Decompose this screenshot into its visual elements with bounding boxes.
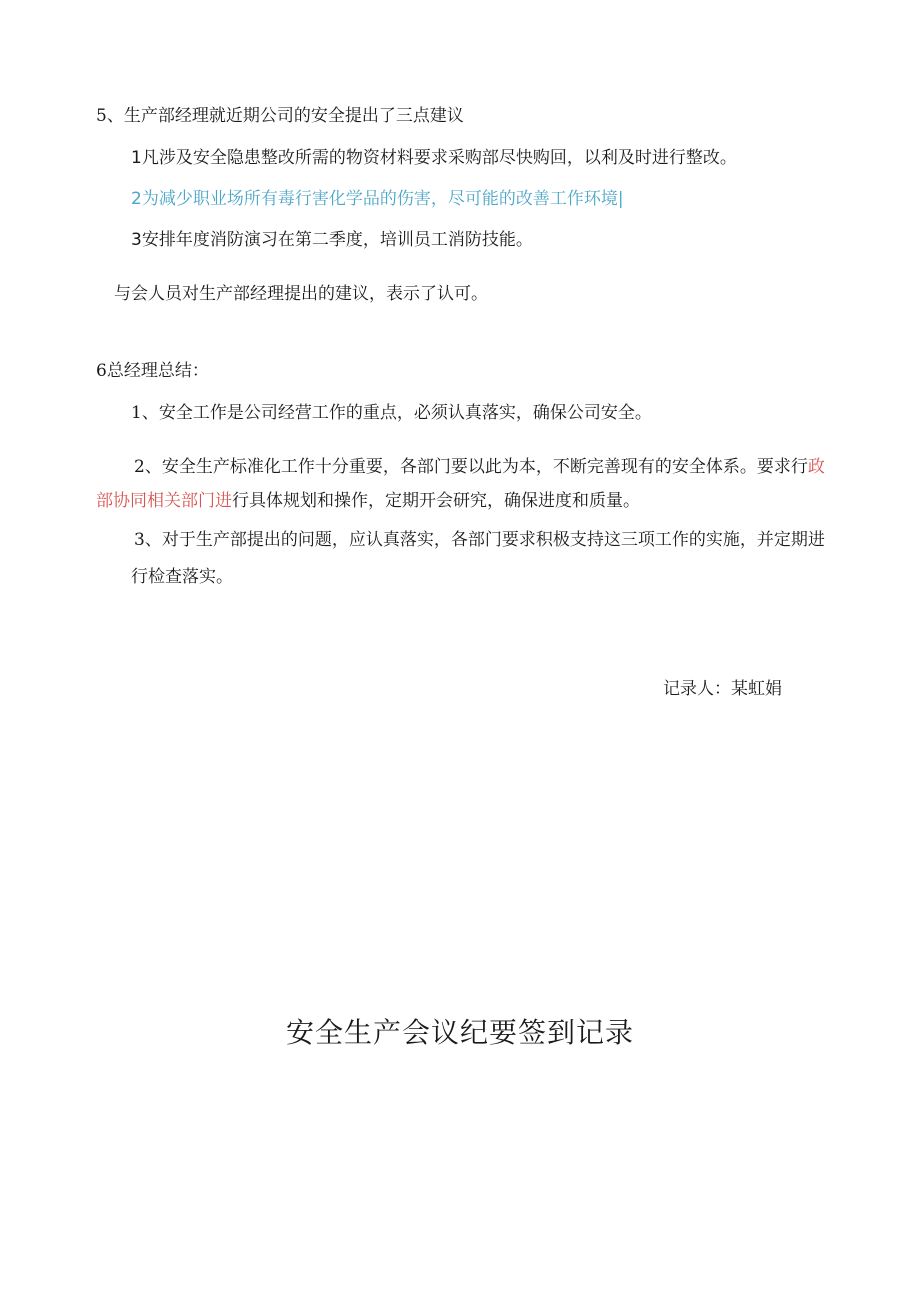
recorder-signature: 记录人：某虹娟 bbox=[663, 679, 782, 699]
summary-point-2-line-1 bbox=[134, 456, 825, 478]
summary-point-1: 1、安全工作是公司经营工作的重点，必须认真落实，确保公司安全。 bbox=[131, 403, 652, 423]
summary-point-2-line-2-highlight: 部协同相关部门进 bbox=[96, 491, 232, 511]
section-5-heading: 5、生产部经理就近期公司的安全提出了三点建议 bbox=[96, 106, 464, 126]
summary-point-2-line-2-text: 行具体规划和操作，定期开会研究，确保进度和质量。 bbox=[232, 491, 640, 511]
summary-point-3-line-2: 行检查落实。 bbox=[131, 567, 233, 587]
suggestion-3-number: 3 bbox=[131, 230, 142, 250]
suggestion-2-text: 为减少职业场所有毒行害化学品的伤害，尽可能的改善工作环境| bbox=[141, 189, 624, 209]
summary-point-3-line-1: 3、对于生产部提出的问题，应认真落实，各部门要求积极支持这三项工作的实施，并定期进 bbox=[134, 530, 825, 550]
suggestion-2-number: 2 bbox=[131, 189, 142, 209]
suggestion-3 bbox=[131, 229, 533, 251]
summary-point-2-line-2 bbox=[96, 490, 640, 512]
signin-record-title: 安全生产会议纪要签到记录 bbox=[285, 1016, 634, 1049]
suggestion-2 bbox=[131, 188, 624, 210]
summary-point-2-line-1-text: 2、安全生产标准化工作十分重要，各部门要以此为本，不断完善现有的安全体系。要求行 bbox=[134, 457, 808, 477]
suggestion-1 bbox=[131, 147, 737, 169]
suggestion-1-text: 凡涉及安全隐患整改所需的物资材料要求采购部尽快购回，以利及时进行整改。 bbox=[141, 148, 737, 168]
suggestion-1-number: 1 bbox=[131, 148, 142, 168]
agreement-text: 与会人员对生产部经理提出的建议，表示了认可。 bbox=[114, 284, 488, 304]
suggestion-3-text: 安排年度消防演习在第二季度，培训员工消防技能。 bbox=[141, 230, 533, 250]
section-6-heading: 6总经理总结： bbox=[96, 361, 209, 381]
summary-point-2-line-1-highlight: 政 bbox=[807, 457, 825, 477]
